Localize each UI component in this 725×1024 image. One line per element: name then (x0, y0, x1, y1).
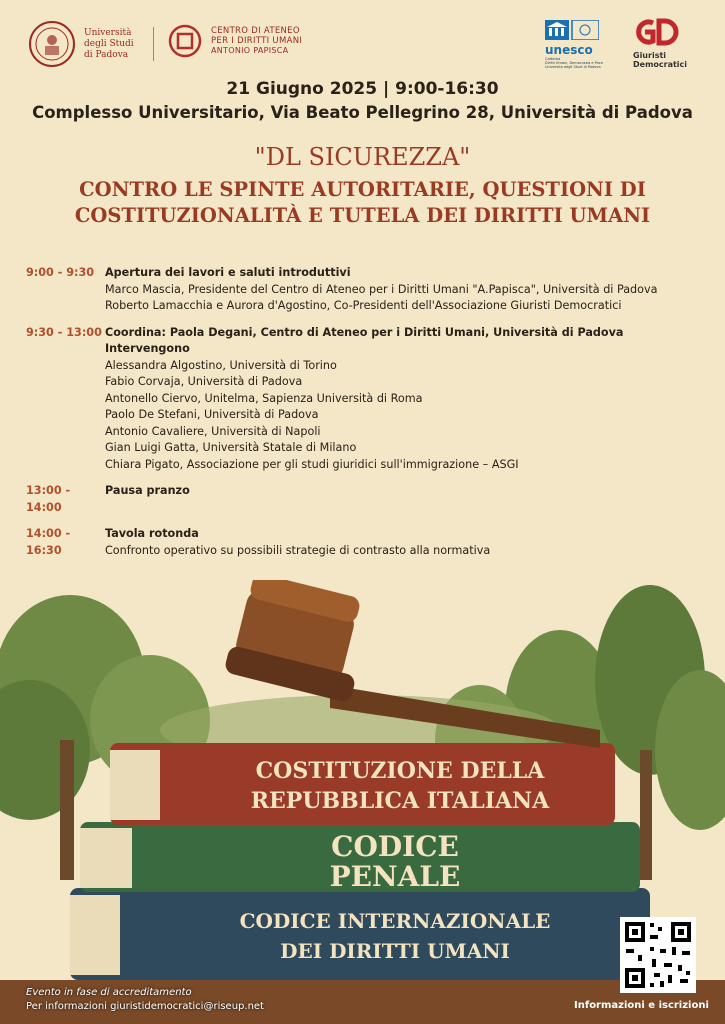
event-title: "DL SICUREZZA" (254, 143, 471, 171)
slot-heading: Apertura dei lavori e saluti introduttivi (105, 266, 351, 279)
contact-info[interactable]: Per informazioni giuristidemocratici@riseup.net (26, 1001, 264, 1012)
program-slot (26, 526, 706, 559)
slot-line: Gian Luigi Gatta, Università Statale di Milano (105, 441, 357, 454)
unesco-logo (545, 20, 605, 69)
book-middle (80, 822, 640, 893)
slot-line: Chiara Pigato, Associazione per gli studi giuridici sull'immigrazione – ASGI (105, 457, 519, 471)
logo-divider (153, 27, 154, 61)
unesco-tiny-1: Cattedra (545, 57, 561, 61)
unesco-wordmark: unesco (545, 43, 593, 57)
unesco-tiny-2: Diritti Umani, Democrazia e Pace (545, 61, 603, 65)
subtitle-line-2: COSTITUZIONALITÀ E TUTELA DEI DIRITTI UMANI (74, 204, 651, 227)
slot-time: 14:00 - 16:30 (26, 527, 71, 557)
registration-qr-code[interactable] (620, 917, 696, 993)
book-top (110, 743, 615, 825)
footer (26, 986, 264, 1014)
program-slot (26, 325, 706, 474)
subtitle-line-1: CONTRO LE SPINTE AUTORITARIE, QUESTIONI DI (79, 178, 646, 201)
gd-line-1: Giuristi (633, 51, 667, 60)
slot-line: Roberto Lamacchia e Aurora d'Agostino, Co-Presidenti dell'Associazione Giuristi Democratici (105, 299, 622, 312)
qr-code-icon (620, 917, 696, 993)
book-middle-line-2: PENALE (329, 860, 461, 893)
book-bottom-line-1: CODICE INTERNAZIONALE (239, 909, 551, 933)
centro-emblem-icon (168, 24, 202, 58)
centro-logo (168, 24, 302, 58)
slot-subheading: Intervengono (105, 342, 190, 355)
accreditation-note: Evento in fase di accreditamento (26, 987, 192, 998)
book-bottom (70, 888, 650, 980)
program-slot (26, 483, 706, 516)
gd-logo (633, 18, 693, 69)
university-line-3: di Padova (84, 49, 129, 60)
slot-line: Antonello Ciervo, Unitelma, Sapienza Università di Roma (105, 391, 423, 405)
gd-monogram-icon (633, 18, 679, 46)
book-top-line-1: COSTITUZIONE DELLA (255, 758, 545, 784)
university-line-2: degli Studi (84, 38, 134, 49)
slot-time: 9:00 - 9:30 (26, 266, 95, 279)
unesco-tiny-3: Università degli Studi di Padova (545, 65, 601, 69)
program (26, 265, 706, 569)
registration-label: Informazioni e iscrizioni (574, 1000, 709, 1011)
event-place: Complesso Universitario, Via Beato Pellegrino 28, Università di Padova (32, 103, 693, 122)
slot-line: Fabio Corvaja, Università di Padova (105, 375, 303, 388)
slot-time: 13:00 - 14:00 (26, 484, 71, 514)
event-subtitle (20, 177, 705, 229)
centro-line-1: CENTRO DI ATENEO (211, 26, 300, 36)
slot-line: Paolo De Stefani, Università di Padova (105, 408, 319, 421)
centro-line-2: PER I DIRITTI UMANI (211, 36, 303, 46)
books-gavel-illustration (0, 580, 725, 1024)
university-logo (28, 20, 134, 68)
slot-line: Alessandra Algostino, Università di Torino (105, 358, 337, 372)
unesco-chair-icon (569, 20, 599, 40)
slot-heading: Tavola rotonda (105, 527, 199, 540)
slot-heading: Pausa pranzo (105, 484, 190, 497)
book-middle-line-1: CODICE (331, 830, 459, 863)
program-slot (26, 265, 706, 315)
slot-line: Confronto operativo su possibili strategie di contrasto alla normativa (105, 543, 491, 557)
slot-heading: Coordina: Paola Degani, Centro di Ateneo per i Diritti Umani, Università di Padova (105, 325, 624, 339)
book-bottom-line-2: DEI DIRITTI UMANI (280, 939, 510, 963)
unesco-temple-icon (545, 20, 569, 40)
slot-line: Marco Mascia, Presidente del Centro di Ateneo per i Diritti Umani "A.Papisca", Università di Padova (105, 282, 658, 296)
gd-line-2: Democratici (633, 60, 688, 69)
centro-line-3: ANTONIO PAPISCA (211, 46, 289, 55)
university-line-1: Università (84, 27, 132, 38)
event-date: 21 Giugno 2025 | 9:00-16:30 (226, 79, 499, 99)
book-top-line-2: REPUBBLICA ITALIANA (250, 788, 550, 814)
slot-time: 9:30 - 13:00 (26, 325, 102, 339)
university-seal-icon (28, 20, 76, 68)
slot-line: Antonio Cavaliere, Università di Napoli (105, 424, 321, 438)
